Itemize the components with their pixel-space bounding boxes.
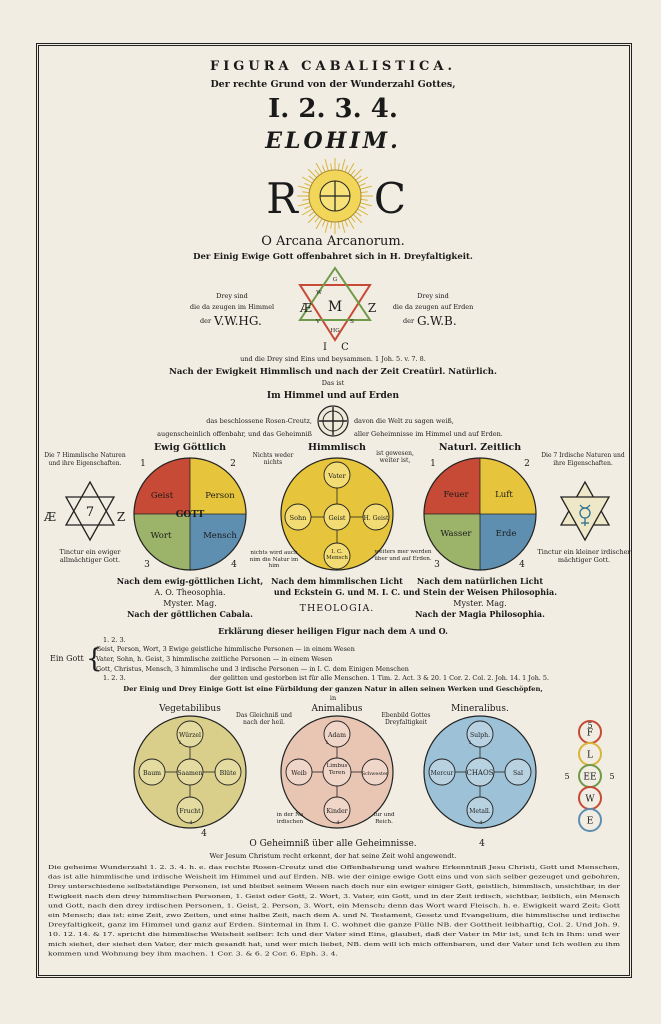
left-caption-2: A. O. Theosophia. — [154, 588, 226, 597]
veg-wurzel: Würzel — [179, 732, 201, 739]
ein-gott-brace: { — [86, 644, 103, 674]
geheimnis-left: augenscheinlich offenbahr, und das Geheimniß — [157, 430, 312, 438]
five-element-rings — [579, 721, 601, 831]
gleichnis-note: Das Gleichniß und nach der heil. — [235, 712, 293, 726]
himmlisch-heading: Himmlisch — [308, 442, 366, 453]
min-chaos: CHAOS — [466, 769, 494, 777]
ani-kinder: Kinder — [326, 808, 348, 815]
min-num-4-inner: 4 — [479, 820, 483, 826]
right-elements-wheel — [424, 458, 536, 570]
ani-num-4-inner: 4 — [336, 820, 340, 826]
rings-num-5-left: 5 — [564, 772, 570, 781]
left-num-1: 1 — [140, 459, 146, 469]
veg-num-4-inner: 4 — [189, 820, 193, 826]
wonder-numbers: I. 2. 3. 4. — [268, 94, 398, 124]
middle-ic-mensch-box — [322, 549, 352, 565]
footer-line: mich siehet, der siehet den Vater, der mich gesandt hat, und wer mich liebet, NB. dem will ich mich offenbaren, und der Vater und Ich wollen zu ihm — [48, 941, 621, 948]
min-sal: Sal — [513, 770, 523, 777]
right-caption-1: Nach dem natürlichen Licht — [416, 576, 544, 586]
footer-line: Drey unterschiedene selbstständige Personen, ist und bleibet seinem Wesen nach doch nur ein ewiger einiger Gott, geistlich, himmlisch, unsichtbar, in der — [48, 884, 621, 891]
element-ring-letter: EE — [583, 772, 597, 783]
footer-line: Ewigkeit nach den drey himmlischen Personen, 1. Geist oder Gott, 2. Wort, 3. Vater, ein Gott, und in der Zeit irdisch, sichtbar, leiblich, ein Mensch — [48, 893, 621, 900]
ani-limbus-box — [322, 763, 352, 781]
left-letters: V.W.HG. — [214, 314, 262, 328]
left-wheel-person: Person — [205, 491, 235, 501]
trinity-line: Der Einig Ewige Gott offenbahret sich in H. Dreyfaltigkeit. — [193, 252, 473, 262]
veg-frucht: Frucht — [179, 808, 201, 815]
ewigkeit-line: Nach der Ewigkeit Himmlisch und nach der Zeit Creatürl. Natürlich. — [169, 367, 497, 377]
left-tinctur-note: Tinctur ein ewiger allmächtiger Gott. — [59, 548, 121, 564]
ani-heading: Animalibus — [311, 704, 363, 714]
element-ring-letter: L — [587, 750, 593, 761]
explanation-row-2: Vater, Sohn, h. Geist, 3 himmlische zeitliche Personen — in einem Wesen — [96, 655, 333, 663]
left-zeugen-himmel: die da zeugen im Himmel — [189, 303, 275, 311]
triangle-ae: Æ — [299, 301, 313, 315]
triangle-w: W — [316, 290, 322, 296]
left-star-z: Z — [116, 510, 126, 524]
right-tinctur-note: Tinctur ein kleiner irdischer mächtiger Gott. — [537, 548, 631, 564]
right-zeugen-erden: die da zeugen auf Erden — [392, 303, 474, 311]
himmel-erden: Im Himmel und auf Erden — [266, 391, 400, 401]
footer-line: das ist alle himmlische und irdische Weisheit im Himmel und auf Erden. NB. wie der einige ewige Gott eins und von sich selber gezeuget und gebohren, — [48, 874, 621, 881]
min-mercur: Mercur — [430, 770, 454, 777]
middle-h-geist: H. Geist — [363, 515, 389, 522]
footer-line: Die geheime Wunderzahl 1. 2. 3. 4. h. e. das rechte Rosen-Creutz und die Offenbahrung und wahre Erkenntniß Jesu Christi, Gott und Menschen, — [48, 865, 621, 871]
right-caption-4: Nach der Magia Philosophia. — [415, 609, 545, 619]
right-hexagram-icon — [561, 482, 609, 540]
mid-caption-3: THEOLOGIA. — [299, 603, 375, 614]
middle-geist: Geist — [328, 514, 346, 522]
right-drey-sind: Drey sind — [417, 292, 449, 300]
right-num-2: 2 — [524, 459, 530, 469]
right-der: der — [403, 317, 415, 325]
footer-line: ein Mensch; das ist: eine Zeit, zwo Zeiten, und eine halbe Zeit, nach dem A. und N. Testament, Gesetz und Evangelium, die himmlische und irdische — [48, 913, 621, 919]
veg-num-1: 1 — [178, 740, 182, 746]
ani-weib: Weib — [291, 770, 307, 777]
einig-line: Der Einig und Drey Einige Gott ist eine Fürbildung der ganzen Natur in allen seinen Werken und Geschöpfen, — [123, 685, 543, 693]
rings-num-5-top: 5 — [587, 721, 593, 730]
rings-num-5-right: 5 — [609, 772, 615, 781]
right-num-4: 4 — [519, 560, 525, 570]
mid-caption-1: Nach dem himmlischen Licht — [271, 576, 403, 586]
c-letter: C — [373, 174, 407, 223]
triangle-g: G — [332, 277, 338, 283]
elohim-heading: ELOHIM. — [265, 128, 401, 154]
left-wheel-wort: Wort — [150, 531, 172, 541]
triangle-v: V — [315, 319, 321, 325]
rose-cross-icon — [318, 406, 348, 436]
min-sulph: Sulph. — [469, 732, 491, 739]
min-metall: Metall. — [469, 808, 491, 815]
in-der-na-note: in der Na irdischen — [276, 812, 304, 825]
eins-line: und die Drey sind Eins und beysammen. 1 Joh. 5. v. 7. 8. — [240, 355, 426, 363]
left-caption-3: Myster. Mag. — [163, 599, 217, 608]
explanation-row-1: Geist, Person, Wort, 3 Ewige geistliche himmlische Personen — in einem Wesen — [96, 645, 355, 653]
middle-ic-mensch: I. C. Mensch — [326, 549, 348, 561]
right-wheel-wasser: Wasser — [440, 529, 472, 539]
left-num-3: 3 — [144, 560, 150, 570]
explanation-heading: Erklärung dieser heiligen Figur nach dem A und O. — [218, 626, 448, 636]
figure-title: FIGURA CABALISTICA. — [210, 59, 456, 74]
right-wheel-erde: Erde — [495, 529, 517, 539]
right-wheel-luft: Luft — [495, 490, 513, 500]
footer-paragraph — [48, 865, 621, 957]
element-ring-letter: F — [586, 728, 594, 739]
footer-line: kommen und Wohnung bey ihm machen. 1 Cor. 3. & 6. 2 Cor. 6. Eph. 3. 4. — [48, 951, 339, 958]
left-wheel-mensch: Mensch — [203, 531, 237, 541]
veg-baum: Baum — [142, 770, 162, 777]
element-ring-letter: W — [585, 794, 595, 805]
naturl-heading: Naturl. Zeitlich — [438, 442, 522, 453]
element-ring-letter: E — [586, 816, 594, 827]
triangle-c: C — [341, 342, 349, 353]
mid-caption-2: und Eckstein G. und M. I. C. — [273, 587, 401, 597]
ani-limbus: Limbus Teren — [326, 763, 348, 776]
ewig-heading: Ewig Göttlich — [153, 442, 227, 453]
left-num-4: 4 — [231, 560, 237, 570]
left-caption-1: Nach dem ewig-göttlichen Licht, — [116, 576, 264, 586]
veg-saamen: Saamen — [177, 770, 203, 777]
ebenbild-note: Ebenbild Gottes Dreyfaltigkeit — [381, 712, 431, 726]
left-drey-sind: Drey sind — [216, 292, 248, 300]
right-caption-3: Myster. Mag. — [453, 599, 507, 608]
footer-line: Dreyfaltigkeit, ganz im Himmel und ganz auf Erden. Sintemal in Ihm I. C. wohnet die ganze Fülle NB. der Gottheit leibhaftig, Col. 2. Und Joh. 9. — [48, 922, 621, 929]
rosen-right: davon die Welt zu sagen weiß, — [354, 417, 454, 425]
rosen-left: das beschlossene Rosen-Creutz, — [206, 417, 312, 425]
left-der: der — [200, 317, 212, 325]
weiters-note: weiters mer werden über und auf Erden. — [374, 549, 432, 562]
min-num-1: 1 — [468, 740, 472, 746]
right-num-3: 3 — [434, 560, 440, 570]
veg-blute: Blüte — [219, 770, 237, 777]
triangle-z: Z — [367, 301, 377, 315]
ani-schwester: Schwester — [361, 771, 389, 777]
left-wheel-geist: Geist — [150, 491, 174, 501]
arcana-heading: O Arcana Arcanorum. — [261, 234, 405, 249]
triangle-i: I — [323, 342, 327, 353]
right-caption-2: und Stein der Weisen Philosophia. — [402, 587, 558, 597]
gewesen-note: ist gewesen, weiter ist, — [376, 450, 414, 464]
veg-heading: Vegetabilibus — [159, 704, 221, 714]
min-heading: Mineralibus. — [451, 704, 509, 714]
footer-line: 10. 12. 14. & 17. spricht die himmlische Weisheit selber: Ich und der Vater sind Eins, glaubet, daß der Vater in Mir ist, und Ich in Ihm: und wer — [48, 932, 621, 939]
left-wheel-gott: GOTT — [175, 510, 205, 520]
ani-num-1: 1 — [325, 740, 329, 746]
triangle-m: M — [327, 299, 343, 315]
geheimnis-right: aller Geheimnisse im Himmel und auf Erden. — [354, 430, 503, 438]
nichts-note: Nichts weder nichts — [252, 452, 294, 466]
ani-adam: Adam — [328, 732, 346, 739]
triangle-s: S — [350, 319, 354, 325]
left-star-ae: Æ — [43, 510, 57, 524]
explanation-numbers-top: 1. 2. 3. — [103, 636, 126, 644]
figure-subtitle: Der rechte Grund von der Wunderzahl Gottes, — [210, 79, 456, 90]
explanation-row-4: der gelitten und gestorben ist für alle Menschen. 1 Tim. 2. Act. 3 & 20. 1 Cor. 2. Col. 2. Joh. 14. 1 Joh. 5. — [210, 674, 549, 682]
tur-und-note: tur und Reich. — [373, 812, 395, 825]
left-natures-note: Die 7 Himmlische Naturen und ihre Eigenschaften. — [44, 452, 126, 467]
left-star-seven: 7 — [85, 505, 95, 520]
ein-gott-label: Ein Gott — [50, 654, 84, 663]
left-num-2: 2 — [230, 459, 236, 469]
geheimnis-line: O Geheimniß über alle Geheimnisse. — [249, 839, 417, 849]
veg-num-4: 4 — [201, 829, 207, 839]
jesum-line: Wer Jesum Christum recht erkennt, der hat seine Zeit wohl angewendt. — [209, 852, 457, 860]
footer-line: und Gott, nach den drey irdischen Personen, 1. Geist, 2. Person, 3. Wort, ein Mensch; denn das Wort ward Fleisch. h. e. Ewigkeit ward Zeit; Gott — [48, 903, 621, 910]
radiant-sun-cross-icon — [297, 158, 373, 234]
explanation-numbers-bottom: 1. 2. 3. — [103, 674, 126, 682]
nichts-wird-note: nichts wird auch nim die Natur im him — [249, 550, 299, 569]
middle-sohn: Sohn — [289, 514, 307, 522]
das-ist: Das ist — [321, 379, 345, 387]
min-num-4: 4 — [479, 839, 485, 849]
r-letter: R — [266, 174, 298, 223]
explanation-row-3: Gott, Christus, Mensch, 3 himmlische und 3 irdische Personen — in I. C. dem Einigen Menschen — [96, 665, 409, 673]
middle-vater: Vater — [328, 472, 346, 480]
left-caption-4: Nach der göttlichen Cabala. — [127, 609, 253, 619]
right-num-1: 1 — [430, 459, 436, 469]
triangle-hg: HG — [330, 328, 340, 334]
in-word: in — [329, 694, 337, 702]
right-wheel-feuer: Feuer — [443, 490, 469, 500]
right-letters: G.W.B. — [417, 314, 457, 328]
right-natures-note: Die 7 Irdische Naturen und ihre Eigenschaften. — [541, 452, 625, 467]
